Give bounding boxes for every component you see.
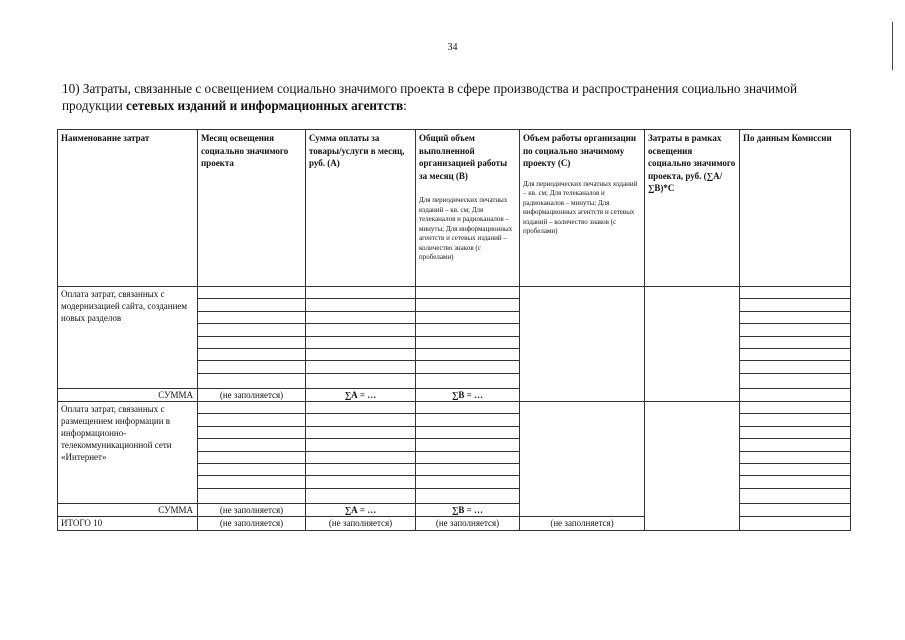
- sum-label: СУММА: [58, 389, 198, 402]
- sum-a: ∑А = …: [306, 389, 416, 402]
- volume-b-lines: [416, 287, 520, 389]
- total-label: ИТОГО 10: [58, 517, 198, 531]
- cost-table: [57, 129, 851, 531]
- col-header-name: Наименование затрат: [58, 130, 198, 287]
- month-lines: [198, 402, 306, 504]
- month-lines: [198, 287, 306, 389]
- margin-line: [892, 22, 893, 70]
- col-header-costs: Затраты в рамках освещения социально значимого проекта, руб. (∑А/∑В)*С: [645, 130, 740, 287]
- costs-cell: [645, 402, 740, 531]
- heading-suffix: :: [403, 98, 407, 113]
- sum-label: СУММА: [58, 504, 198, 517]
- col-header-sum-a: Сумма оплаты за товары/услуги в месяц, руб. (А): [306, 130, 416, 287]
- col-header-volume-b: Общий объем выполненной организацией работы за месяц (В) Для периодических печатных изданий – кв. см; Для телеканалов и радиоканалов – минуты; Для информационных агентств и сетевых изданий – количество знаков (с пробелами): [416, 130, 520, 287]
- sum-b: ∑В = …: [416, 504, 520, 517]
- sum-month: (не заполняется): [198, 504, 306, 517]
- volume-b-lines: [416, 402, 520, 504]
- page-number: 34: [447, 42, 458, 53]
- col-note-c: Для периодических печатных изданий – кв. см; Для телеканалов и радиоканалов – минуты; Для информационных агентств и сетевых изданий – количество знаков (с пробелами): [523, 179, 638, 235]
- volume-c-cell: [520, 287, 645, 402]
- col-header-month: Месяц освещения социально значимого проекта: [198, 130, 306, 287]
- total-commission: [740, 517, 851, 531]
- sum-b: ∑В = …: [416, 389, 520, 402]
- header-row: [58, 130, 851, 287]
- section-heading: [62, 80, 852, 114]
- sum-a-lines: [306, 287, 416, 389]
- total-c: (не заполняется): [520, 517, 645, 531]
- group-row: [58, 287, 851, 389]
- col-header-volume-c: Объем работы организации по социально значимому проекту (С) Для периодических печатных изданий – кв. см; Для телеканалов и радиоканалов – минуты; Для информационных агентств и сетевых изданий – количество знаков (с пробелами): [520, 130, 645, 287]
- total-b: (не заполняется): [416, 517, 520, 531]
- total-month: (не заполняется): [198, 517, 306, 531]
- sum-month: (не заполняется): [198, 389, 306, 402]
- commission-lines: [740, 402, 851, 504]
- heading-prefix: 10) Затраты, связанные с освещением социально значимого проекта в сфере производства и распространения социально значимой продукции: [62, 81, 798, 113]
- heading-bold: сетевых изданий и информационных агентств: [126, 98, 404, 113]
- commission-lines: [740, 287, 851, 389]
- sum-a-lines: [306, 402, 416, 504]
- group-label: Оплата затрат, связанных с модернизацией сайта, созданием новых разделов: [58, 287, 198, 389]
- group-label: Оплата затрат, связанных с размещением информации в информационно-телекоммуникационной сети «Интернет»: [58, 402, 198, 504]
- sum-commission: [740, 389, 851, 402]
- sum-a: ∑А = …: [306, 504, 416, 517]
- col-header-commission: По данным Комиссии: [740, 130, 851, 287]
- sum-commission: [740, 504, 851, 517]
- costs-cell: [645, 287, 740, 402]
- total-a: (не заполняется): [306, 517, 416, 531]
- volume-c-cell: [520, 402, 645, 517]
- group-row: [58, 402, 851, 504]
- col-note-b: Для периодических печатных изданий – кв. см; Для телеканалов и радиоканалов – минуты; Для информационных агентств и сетевых изданий – количество знаков (с пробелами): [419, 196, 513, 261]
